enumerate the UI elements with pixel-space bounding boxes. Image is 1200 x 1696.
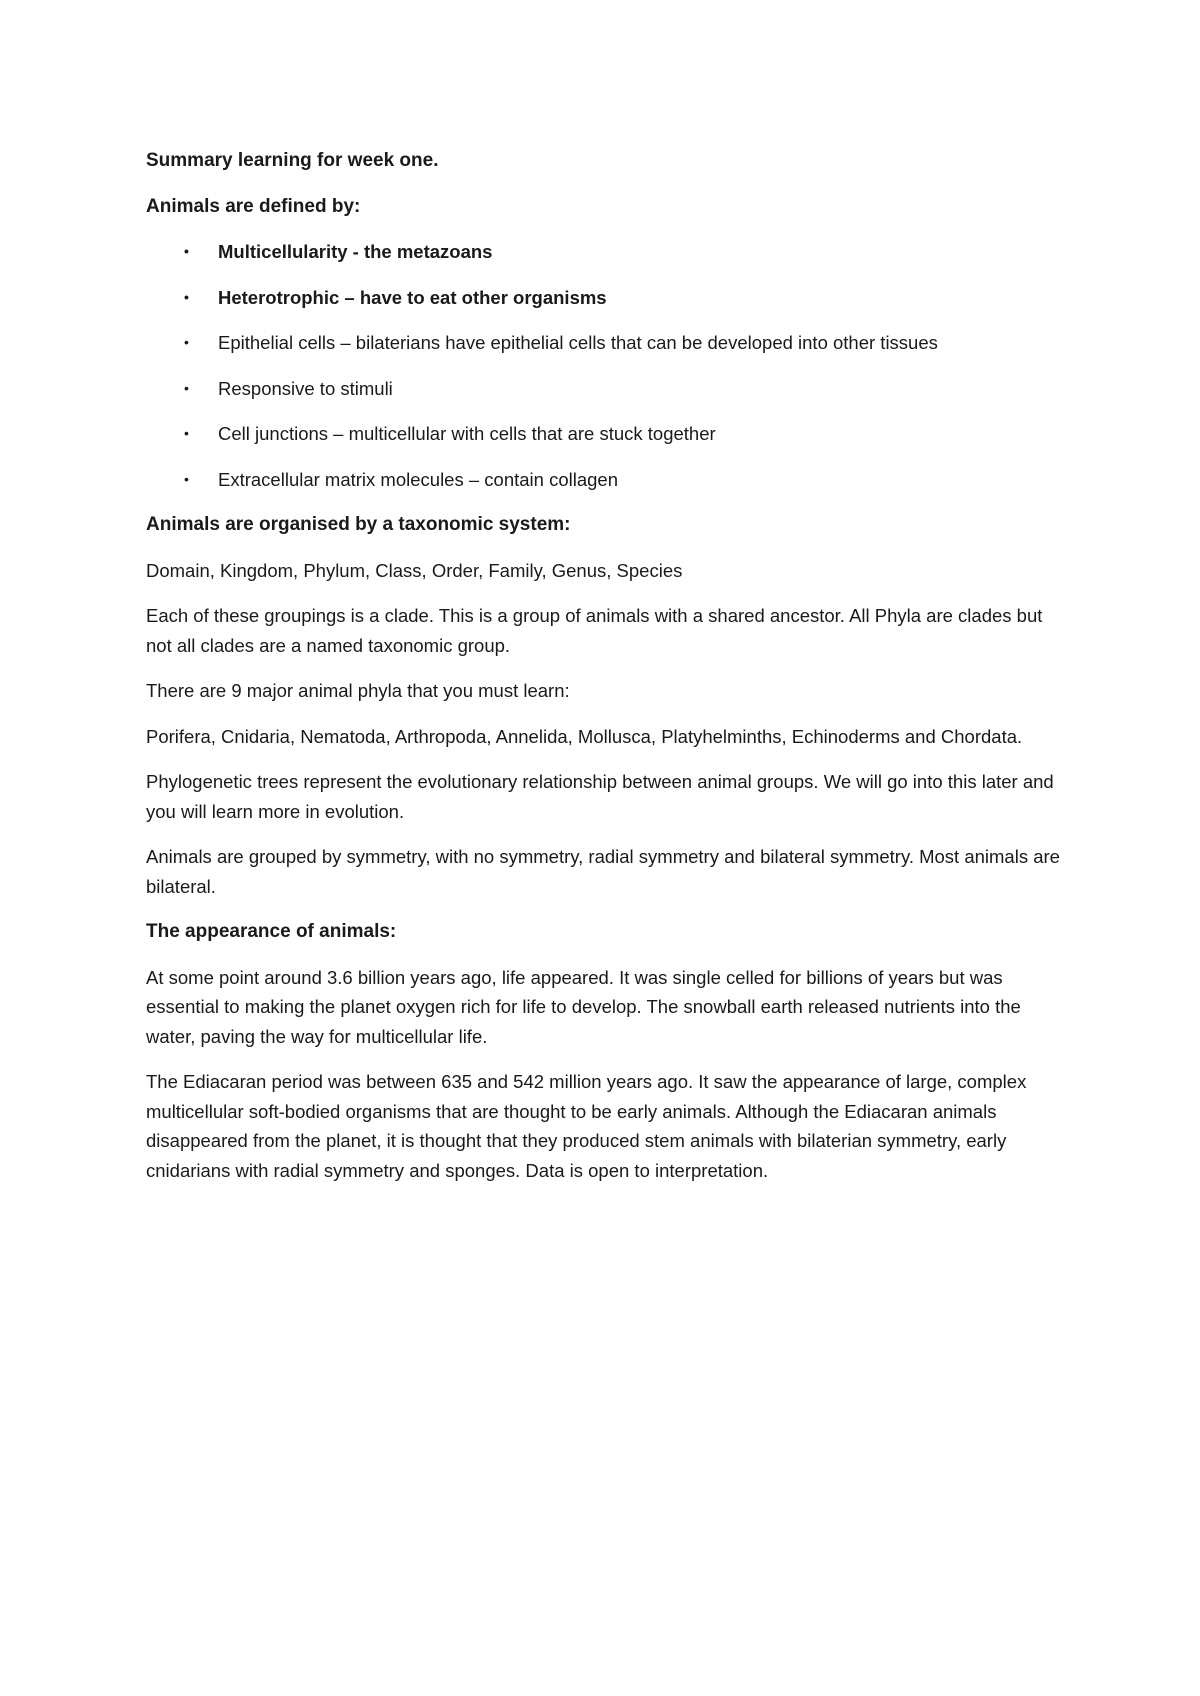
appearance-paragraph-2: The Ediacaran period was between 635 and 542 million years ago. It saw the appearance of large, complex multicellular soft-bodied organisms that are thought to be early animals. Although the Ediacaran animals disappeared from the planet, it is thought that they produced stem animals with bilaterian symmetry, early cnidarians with radial symmetry and sponges. Data is open to interpretation. <box>146 1071 1027 1181</box>
list-item-text: Heterotrophic – have to eat other organisms <box>218 286 607 308</box>
clade-paragraph: Each of these groupings is a clade. This is a group of animals with a shared ancestor. All Phyla are clades but not all clades are a named taxonomic group. <box>146 605 1043 656</box>
bullet-icon: • <box>184 288 189 305</box>
list-item-text: Responsive to stimuli <box>218 377 393 399</box>
bullet-icon: • <box>184 470 189 487</box>
list-item-text: Epithelial cells – bilaterians have epithelial cells that can be developed into other tissues <box>218 332 938 353</box>
bullet-icon: • <box>184 334 189 350</box>
bullet-icon: • <box>184 243 189 259</box>
list-item <box>146 283 1066 313</box>
symmetry-paragraph: Animals are grouped by symmetry, with no symmetry, radial symmetry and bilateral symmetry. Most animals are bilateral. <box>146 846 1060 897</box>
list-item-text: Extracellular matrix molecules – contain collagen <box>218 468 618 490</box>
list-item <box>146 328 1066 358</box>
document-title: Summary learning for week one. <box>146 150 439 171</box>
bullet-icon: • <box>184 379 189 396</box>
phylogenetic-paragraph: Phylogenetic trees represent the evolutionary relationship between animal groups. We will go into this later and you will learn more in evolution. <box>146 771 1054 822</box>
list-item <box>146 237 1066 267</box>
phyla-list: Porifera, Cnidaria, Nematoda, Arthropoda, Annelida, Mollusca, Platyhelminths, Echinoderms and Chordata. <box>146 725 1023 747</box>
taxonomic-ranks: Domain, Kingdom, Phylum, Class, Order, Family, Genus, Species <box>146 559 683 581</box>
taxonomic-heading: Animals are organised by a taxonomic system: <box>146 514 571 535</box>
list-item <box>146 465 1066 495</box>
list-item <box>146 419 1066 449</box>
list-item <box>146 374 1066 404</box>
list-item-text: Cell junctions – multicellular with cells that are stuck together <box>218 423 716 444</box>
document-page <box>146 146 1066 1185</box>
phyla-intro: There are 9 major animal phyla that you must learn: <box>146 680 570 701</box>
defined-by-list <box>146 237 1066 494</box>
appearance-heading: The appearance of animals: <box>146 921 397 942</box>
bullet-icon: • <box>184 425 189 441</box>
list-item-text: Multicellularity - the metazoans <box>218 241 493 262</box>
appearance-paragraph-1: At some point around 3.6 billion years ago, life appeared. It was single celled for billions of years but was essential to making the planet oxygen rich for life to develop. The snowball earth released nutrients into the water, paving the way for multicellular life. <box>146 966 1021 1047</box>
defined-heading: Animals are defined by: <box>146 195 361 217</box>
